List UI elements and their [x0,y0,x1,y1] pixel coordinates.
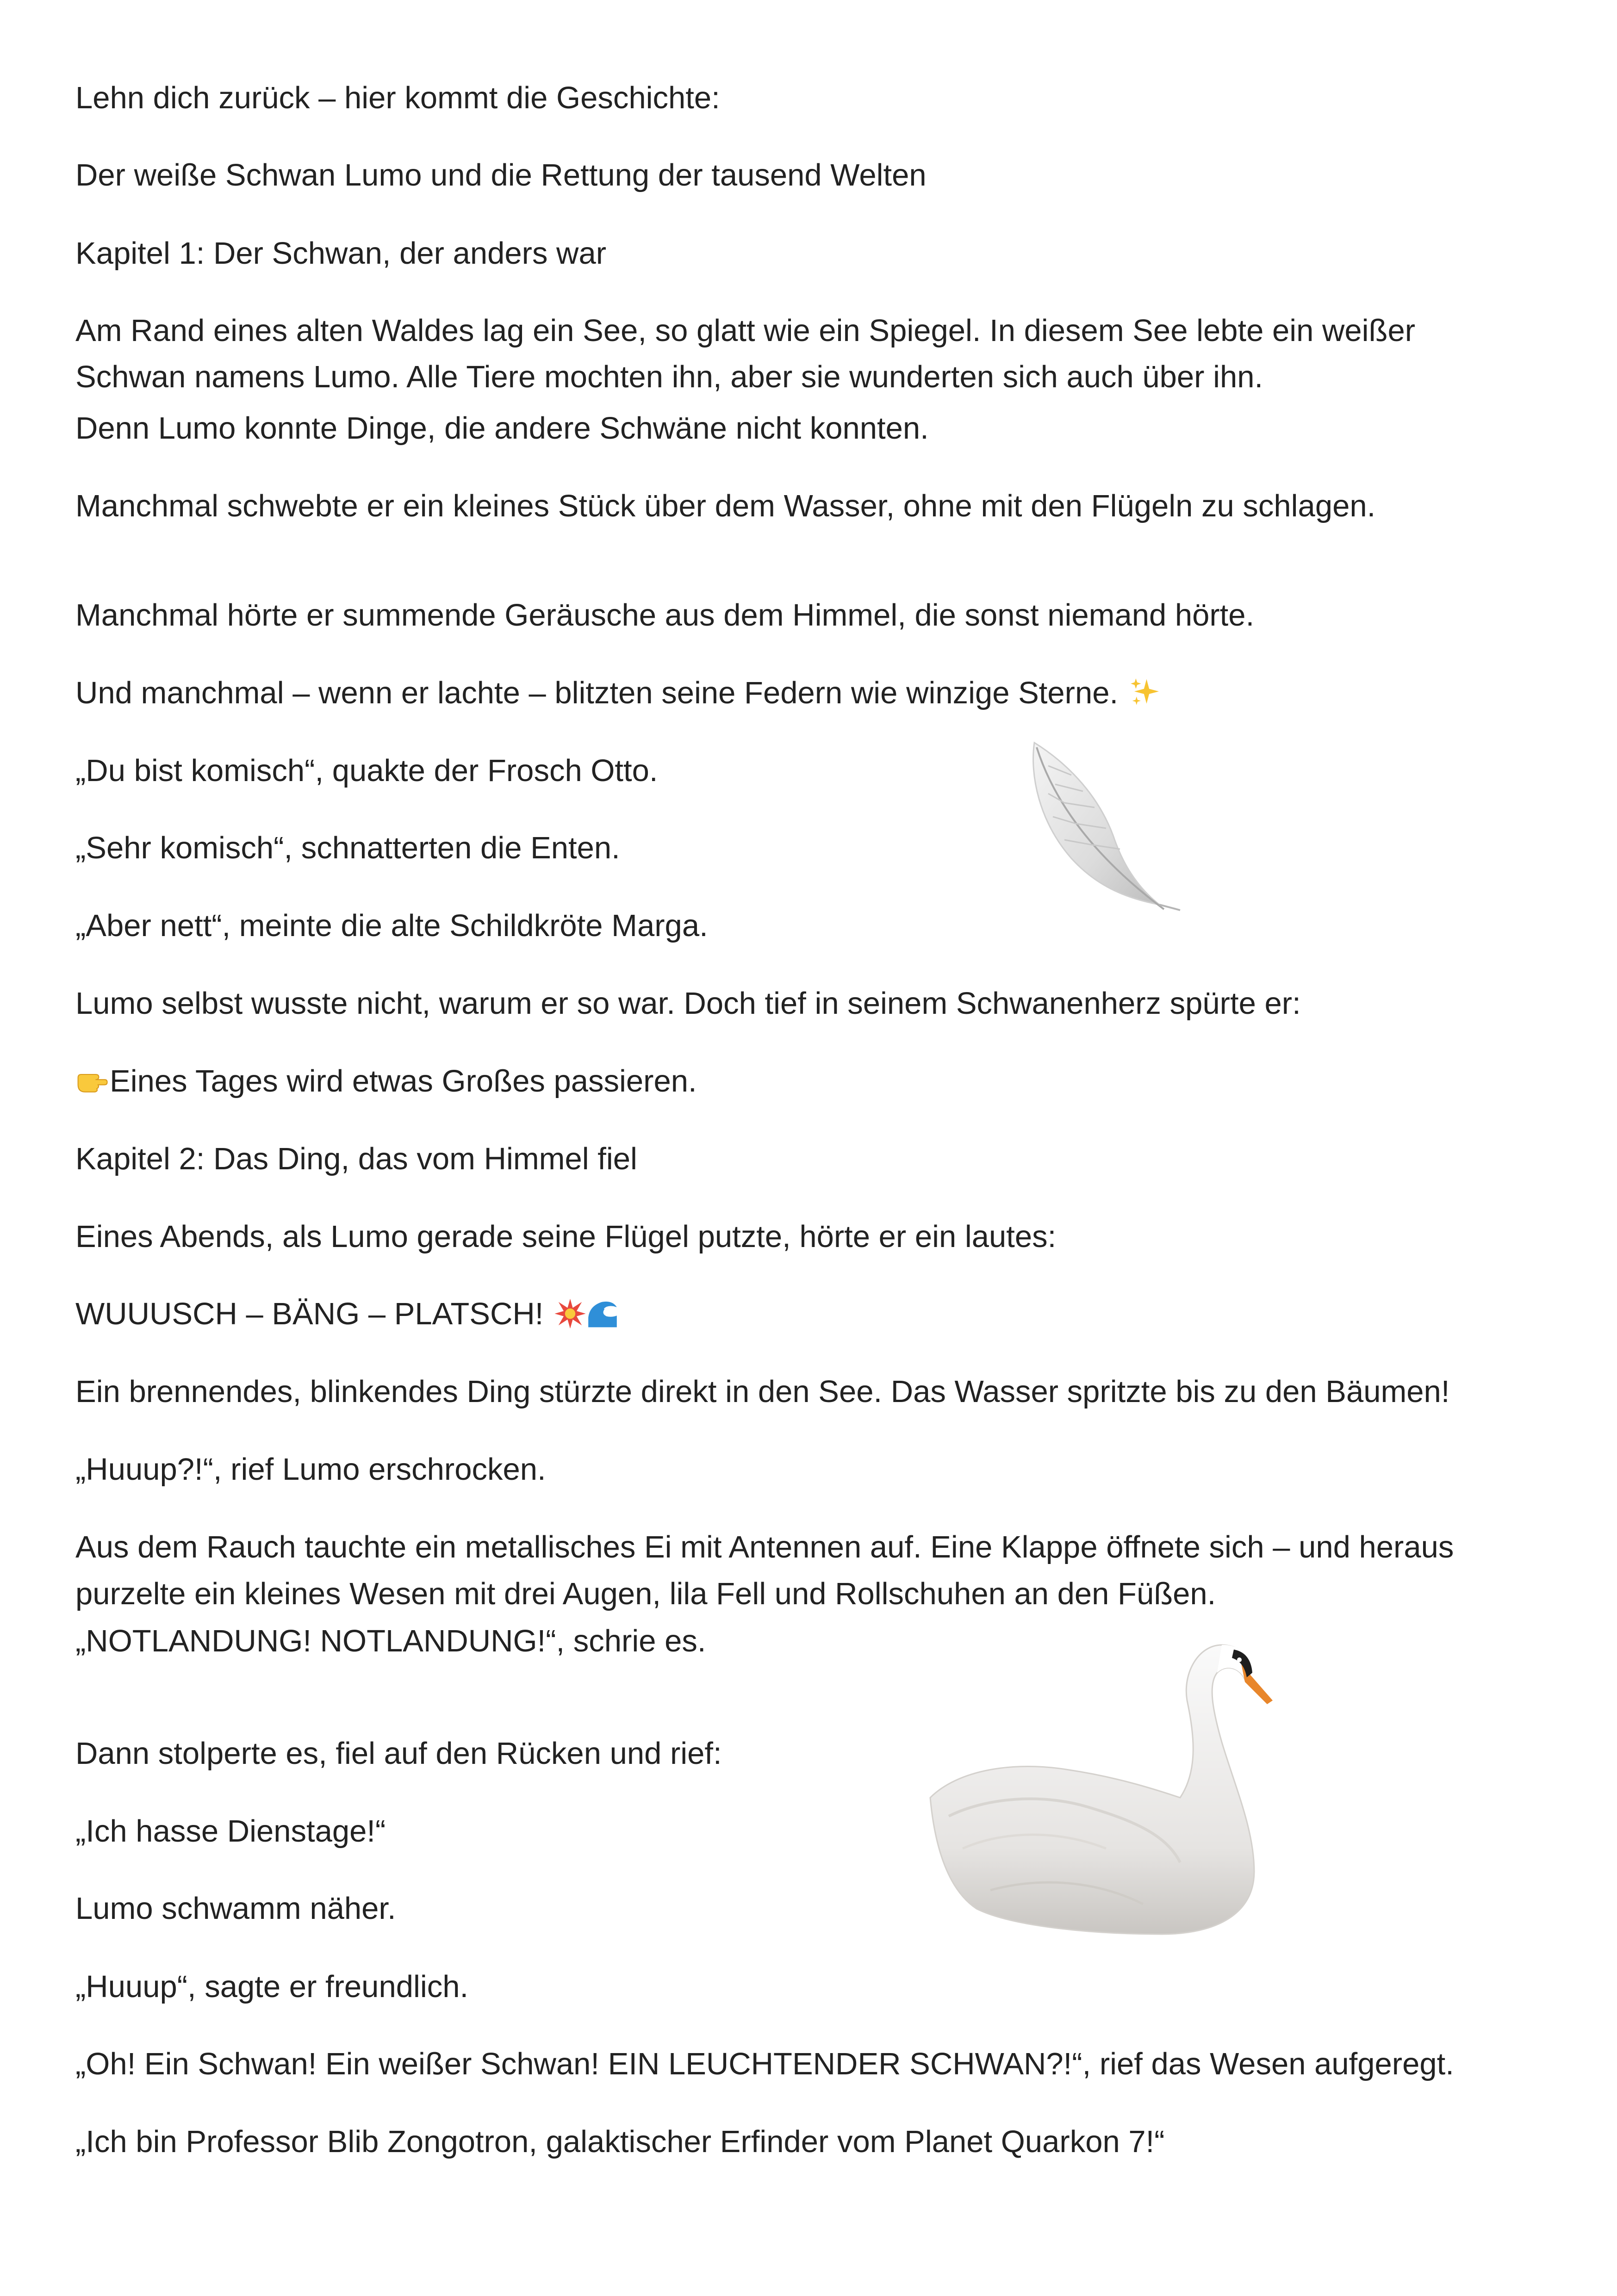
sparkles-icon [1129,676,1161,709]
story-title: Der weiße Schwan Lumo und die Rettung der tausend Welten [75,158,927,192]
paragraph-prophecy [75,1063,697,1100]
paragraph-prophecy-text: Eines Tages wird etwas Großes passieren. [110,1064,697,1098]
paragraph-alien-line-2: purzelte ein kleines Wesen mit drei Augen, lila Fell und Rollschuhen an den Füßen. [75,1576,1216,1611]
water-wave-icon [586,1297,619,1330]
paragraph-splash: Ein brennendes, blinkendes Ding stürzte direkt in den See. Das Wasser spritzte bis zu den Bäumen! [75,1374,1450,1409]
paragraph-lumo-feeling: Lumo selbst wusste nicht, warum er so war. Doch tief in seinem Schwanenherz spürte er: [75,986,1301,1021]
paragraph-crash-sound-text: WUUUSCH – BÄNG – PLATSCH! [75,1297,544,1331]
paragraph-alien-line-1: Aus dem Rauch tauchte ein metallisches Ei mit Antennen auf. Eine Klappe öffnete sich – und heraus [75,1530,1454,1564]
dialogue-professor-intro: „Ich bin Professor Blib Zongotron, galaktischer Erfinder vom Planet Quarkon 7!“ [75,2124,1165,2159]
dialogue-alien-excited: „Oh! Ein Schwan! Ein weißer Schwan! EIN LEUCHTENDER SCHWAN?!“, rief das Wesen aufgeregt. [75,2047,1454,2081]
paragraph-sparkling-text: Und manchmal – wenn er lachte – blitzten seine Federn wie winzige Sterne. [75,676,1119,710]
dialogue-lumo-friendly: „Huuup“, sagte er freundlich. [75,1969,469,2004]
chapter-2-heading: Kapitel 2: Das Ding, das vom Himmel fiel [75,1142,637,1176]
collision-icon [554,1297,586,1330]
paragraph-stumble: Dann stolperte es, fiel auf den Rücken und rief: [75,1736,722,1771]
chapter-1-heading: Kapitel 1: Der Schwan, der anders war [75,236,607,271]
paragraph-lake-line-2: Schwan namens Lumo. Alle Tiere mochten ihn, aber sie wunderten sich auch über ihn. [75,360,1263,394]
dialogue-lumo-startled: „Huuup?!“, rief Lumo erschrocken. [75,1452,546,1487]
dialogue-ducks: „Sehr komisch“, schnatterten die Enten. [75,831,620,865]
intro-line: Lehn dich zurück – hier kommt die Geschichte: [75,81,720,115]
paragraph-alien-line-3: „NOTLANDUNG! NOTLANDUNG!“, schrie es. [75,1624,706,1658]
feather-illustration [1020,738,1185,914]
paragraph-hovering: Manchmal schwebte er ein kleines Stück über dem Wasser, ohne mit den Flügeln zu schlagen. [75,489,1376,523]
paragraph-swim-closer: Lumo schwamm näher. [75,1891,396,1926]
paragraph-sparkling [75,675,1163,712]
paragraph-evening: Eines Abends, als Lumo gerade seine Flügel putzte, hörte er ein lautes: [75,1219,1057,1254]
pointing-right-hand-icon [75,1065,108,1097]
dialogue-frog: „Du bist komisch“, quakte der Frosch Otto. [75,753,658,788]
paragraph-humming: Manchmal hörte er summende Geräusche aus dem Himmel, die sonst niemand hörte. [75,598,1255,633]
dialogue-tuesdays: „Ich hasse Dienstage!“ [75,1814,386,1849]
paragraph-lake-line-3: Denn Lumo konnte Dinge, die andere Schwäne nicht konnten. [75,411,929,446]
paragraph-lake-line-1: Am Rand eines alten Waldes lag ein See, so glatt wie ein Spiegel. In diesem See lebte ein weißer [75,313,1416,348]
paragraph-crash-sound [75,1296,621,1333]
dialogue-turtle: „Aber nett“, meinte die alte Schildkröte Marga. [75,908,708,943]
swan-illustration [921,1631,1282,1936]
